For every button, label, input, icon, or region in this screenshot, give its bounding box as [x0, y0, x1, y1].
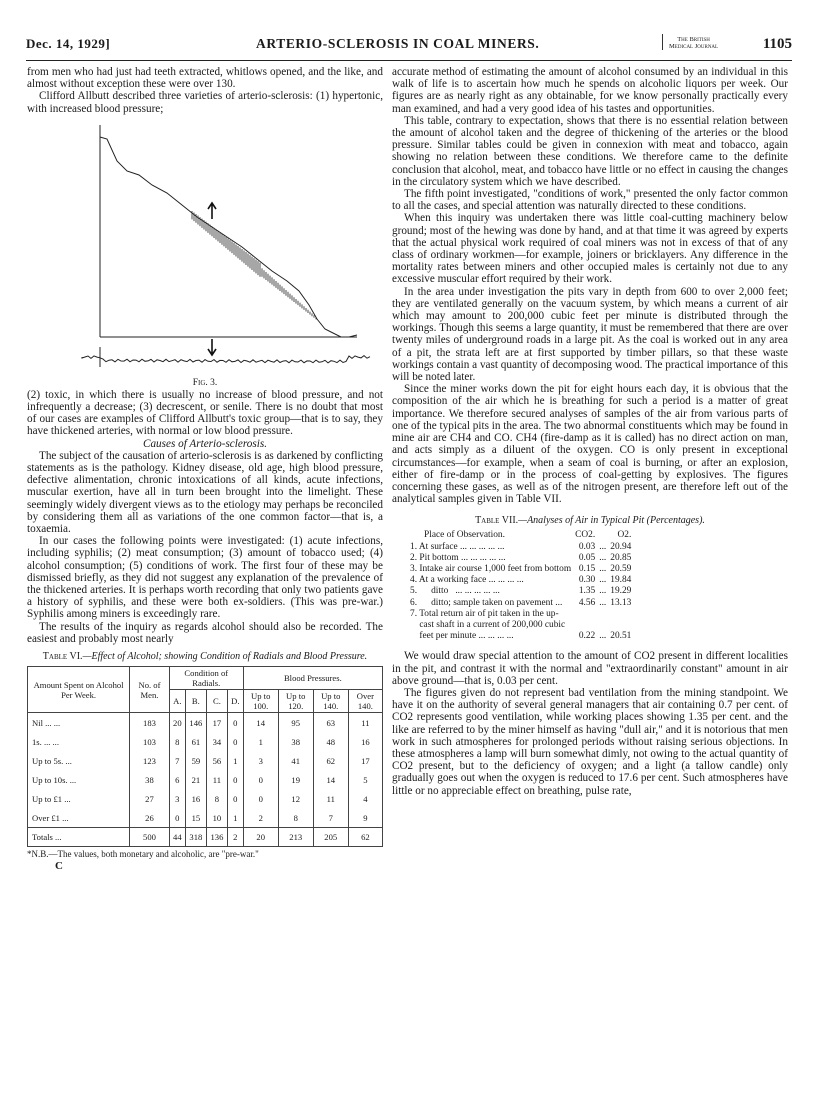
blood-pressure-tracing [27, 119, 383, 379]
table-row: 1s. ... ... 103 8 61 34 0 1 38 48 16 [28, 732, 383, 751]
table-row: feet per minute ... ... ... ... 0.22 ... 20.51 [410, 631, 632, 642]
col-header-amount: Amount Spent on Alcohol Per Week. [28, 667, 130, 713]
col-header-over-140: Over 140. [348, 690, 382, 713]
page-header [26, 34, 792, 58]
col-header-up-to-140: Up to 140. [313, 690, 348, 713]
table-row: 2. Pit bottom ... ... ... ... ... 0.05 ... 20.85 [410, 552, 632, 563]
col-header-radials: Condition of Radials. [169, 667, 243, 690]
arrow-down-icon [208, 339, 216, 355]
right-paragraph-6: Since the miner works down the pit for eight hours each day, it is obvious that the composition of the air which he is breathing for such a period is a matter of great importance. We therefore secured analyses of samples of the air from various parts of one of the typical pits in the area. The two abnormal constituents which may be found in mine air are CH4 and CO. CH4 (fire-damp as it is called) has no direct action on man, and acts simply as a diluent of the oxygen. CO is only present in exceptional circumstances—for example, when a seam of coal is burning, or after an explosion, either of fire-damp or in the process of coal-getting by explosives. The figures concerning these gases, as well as of the nitrogen present, are therefore left out of the analytical samples given in Table VII. [392, 383, 788, 506]
col-header-co2: CO2. [575, 530, 596, 541]
col-header-up-to-120: Up to 120. [278, 690, 313, 713]
table-row: Up to 10s. ... 38 6 21 11 0 0 19 14 5 [28, 770, 383, 789]
table-7 [408, 530, 633, 642]
tracing-baseline-curve [82, 355, 370, 362]
section-heading: Causes of Arterio-sclerosis. [143, 437, 267, 450]
figure-3 [27, 119, 383, 389]
table-row-totals: Totals ... 500 44 318 136 2 20 213 205 62 [28, 828, 383, 847]
col-header-place: Place of Observation. [424, 530, 505, 541]
left-paragraph-4: The subject of the causation of arterio-sclerosis is as darkened by conflicting statements as is the pathology. Kidney disease, old age, high blood pressure, defective alimentation, chronic intoxications of all kinds, acute infections, muscular exertion, have all in turn been brought into the limelight. These seemingly widely divergent views as to the etiology may perhaps be reconciled by considering them all as variations of the one common factor—that is, a toxaemia. [27, 449, 383, 536]
right-paragraph-1: accurate method of estimating the amount of alcohol consumed by an individual in this walk of life is to ascertain how much he spends on alcoholic liquors per week. Our figures are as nearly right as any obtainable, for we know personally practically every man examined, and had a very good idea of his tastes and opportunities. [392, 66, 788, 115]
table-row: Over £1 ... 26 0 15 10 1 2 8 7 9 [28, 808, 383, 828]
col-header-b: B. [185, 690, 206, 713]
header-rule [26, 60, 792, 61]
right-paragraph-3: The fifth point investigated, "conditions of work," presented the only factor common to all the cases, and special attention was naturally directed to these conditions. [392, 188, 788, 213]
left-column [27, 66, 383, 872]
col-header-a: A. [169, 690, 185, 713]
table-7-caption: Table VII.—Analyses of Air in Typical Pit (Percentages). [475, 515, 705, 527]
right-paragraph-7: We would draw special attention to the amount of CO2 present in different localities in the pit, and contrast it with the normal and "extraordinarily constant" amount in air above ground—that is, 0.03 per cent. [392, 650, 788, 687]
table-row: Up to 5s. ... 123 7 59 56 1 3 41 62 17 [28, 751, 383, 770]
table-6-body [28, 713, 383, 828]
table-6-caption: Table VI.—Effect of Alcohol; showing Condition of Radials and Blood Pressure. [42, 651, 368, 663]
left-paragraph-6: The results of the inquiry as regards alcohol should also be recorded. The easiest and probably most nearly [27, 620, 383, 645]
table-row: cast shaft in a current of 200,000 cubic [410, 619, 566, 630]
col-header-bp: Blood Pressures. [243, 667, 382, 690]
table-row: 3. Intake air course 1,000 feet from bottom 0.15 ... 20.59 [410, 563, 632, 574]
figure-caption: Fig. 3. [192, 377, 218, 388]
col-header-o2: O2. [617, 530, 632, 541]
page-number: 1105 [762, 36, 792, 52]
table-7-body [408, 542, 633, 643]
table-row: 1. At surface ... ... ... ... ... 0.03 ... 20.94 [410, 541, 632, 552]
left-paragraph-2: Clifford Allbutt described three varieties of arterio-sclerosis: (1) hypertonic, with increased blood pressure; [27, 90, 383, 115]
table-row: 4. At a working face ... ... ... ... 0.30 ... 19.84 [410, 575, 632, 586]
table-row: 6. ditto; sample taken on pavement ... 4.56 ... 13.13 [410, 597, 632, 608]
right-column [392, 66, 788, 797]
col-header-men: No. of Men. [130, 667, 170, 713]
right-paragraph-5: In the area under investigation the pits vary in depth from 600 to over 2,000 feet; they are ventilated generally on the vacuum system, by which means a current of air which may amount to 200,000 cubic feet per minute is distributed through the workings. Though this seems a large quantity, it must be remembered that there are over twenty miles of underground roads in a large pit. As the coal is worked out in any area of a pit, the strata left are at first supported by timber pillars, so that these waste workings contain a vast quantity of decomposing wood. The practical importance of this will be noted later. [392, 285, 788, 384]
table-row: 5. ditto ... ... ... ... ... 1.35 ... 19.29 [410, 586, 632, 597]
issue-date: Dec. 14, 1929] [26, 36, 111, 51]
left-paragraph-5: In our cases the following points were investigated: (1) acute infections, including syphilis; (2) meat consumption; (3) amount of tobacco used; (4) alcohol consumption; (5) conditions of work. The first four of these may be dismissed briefly, as they did not suggest any explanation of the prevalence of the thickened arteries. It is perhaps worth recording that only two patients gave a history of syphilis, and these were both ex-soldiers. (This was pre-war.) Syphilis among miners is exceedingly rare. [27, 535, 383, 621]
left-paragraph-1: from men who had just had teeth extracted, whitlows opened, and the like, and almost without exception these were over 130. [27, 66, 383, 91]
tracing-oscillations [192, 211, 316, 319]
col-header-d: D. [227, 690, 243, 713]
right-paragraph-2: This table, contrary to expectation, shows that there is no essential relation between the amount of alcohol taken and the degree of thickening of the arteries or the blood pressure. Similar tables could be given in connexion with meat and tobacco, again showing no relation between these conditions. We therefore came to the definite conclusion that alcohol, meat, and tobacco have little or no effect in causing the changes in the circulatory system which we have described. [392, 114, 788, 188]
signature-letter: C [55, 860, 63, 873]
right-paragraph-8: The figures given do not represent bad ventilation from the mining standpoint. We have it on the authority of several general managers that air containing 0.7 per cent. of CO2 represents good ventilation, while working places showing 1.35 per cent. and the like are referred to by the miner himself as having "dull air," and it is notorious that men work in such atmospheres for prolonged periods without raising serious objections. In these atmospheres a lamp will burn somewhat dimly, not owing to the actual quantity of CO2 present, but to the deficiency of oxygen; and a light (a tallow candle) only gradually goes out when the oxygen is reduced to 17.6 per cent. Such atmospheres have little or no appreciable effect on breathing, pulse rate, [392, 686, 788, 797]
table-row: Nil ... ... 183 20 146 17 0 14 95 63 11 [28, 713, 383, 733]
tracing-curve [100, 137, 357, 337]
col-header-up-to-100: Up to 100. [243, 690, 278, 713]
col-header-c: C. [206, 690, 227, 713]
table-row: 7. Total return air of pit taken in the up- [410, 608, 559, 619]
arrow-up-icon [208, 203, 216, 219]
right-paragraph-4: When this inquiry was undertaken there was little coal-cutting machinery below ground; most of the hewing was done by hand, and at that time it was agreed by experts that the actual physical work required of coal miners was not in excess of that of any class of ordinary workmen—for example, joiners or bricklayers. Any difference in the mortality rates between miners and other occupied males is certainly not due to any excessive muscular effort required by their work. [392, 212, 788, 286]
table-6 [27, 666, 383, 847]
table-row: Up to £1 ... 27 3 16 8 0 0 12 11 4 [28, 789, 383, 808]
running-title: ARTERIO-SCLEROSIS IN COAL MINERS. [256, 36, 540, 51]
journal-name: The British Medical Journal [662, 34, 718, 50]
left-paragraph-3: (2) toxic, in which there is usually no increase of blood pressure, and not infrequently a decrease; (3) decrescent, or senile. There is no doubt that most of our cases are examples of Clifford Allbutt's toxic group—that is to say, they have thickened arteries, with normal or low blood pressure. [27, 388, 383, 438]
table-6-note: *N.B.—The values, both monetary and alcoholic, are "pre-war." [27, 849, 259, 860]
